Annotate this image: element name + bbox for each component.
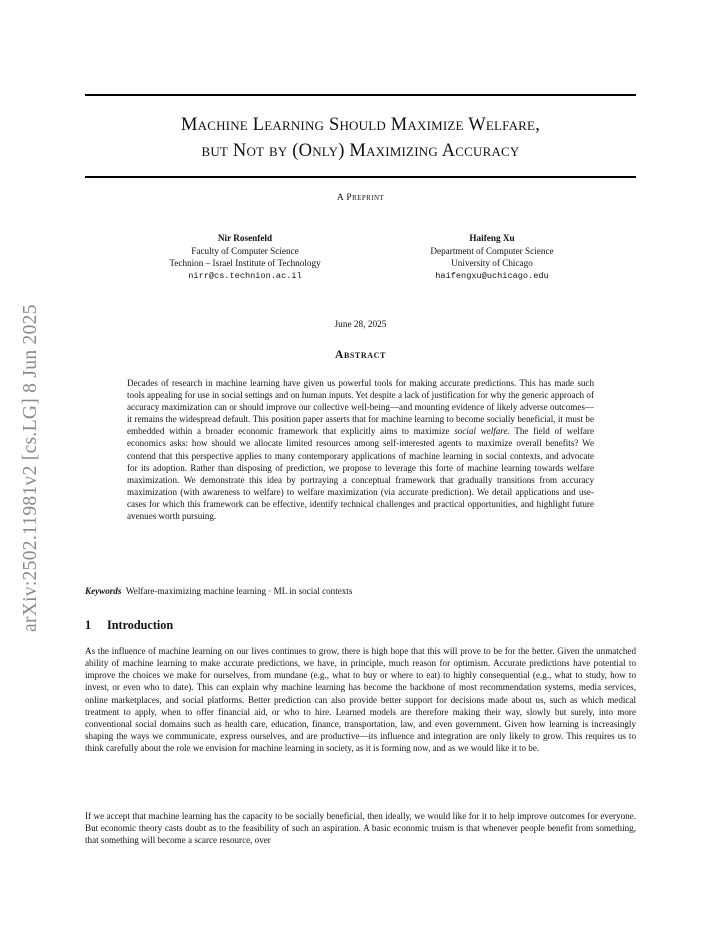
author-dept: Faculty of Computer Science [191, 245, 299, 256]
keywords-line [85, 586, 636, 596]
title-top-rule [85, 94, 636, 96]
body-paragraph: As the influence of machine learning on our lives continues to grow, there is high hope that this will prove to be for the better. Given the unmatched ability of machine learning to make accurate predictions, we have, in principle, much reason for optimism. Accurate predictions have potential to improve the choices we make for ourselves, from mundane (e.g., what to buy or where to eat) to highly consequential (e.g., what to study, how to invest, or even who to date). This can explain why machine learning has become the backbone of most recommendation systems, media services, online marketplaces, and social platforms. Better prediction can also provide better support for decisions made about us, such as which medical treatment to apply, when to offer financial aid, or who to hire. Learned models are therefore making their way, slowly but surely, into more conventional social domains such as health care, education, finance, transportation, law, and even government. Given how learning is increasingly shaping the ways we communicate, express ourselves, and are productive—its influence and integration are only likely to grow. This requires us to think carefully about the role we envision for machine learning in society, as it is forming now, and as we would like it to be. [85, 646, 636, 754]
author-email[interactable]: nirr@cs.technion.ac.il [188, 270, 302, 281]
author-name: Nir Rosenfeld [217, 233, 273, 243]
paper-date: June 28, 2025 [334, 320, 387, 330]
keywords-text: Welfare-maximizing machine learning · ML in social contexts [125, 586, 353, 596]
title-line-2: but Not by (Only) Maximizing Accuracy [201, 141, 520, 161]
abstract-emphasis: social welfare [454, 426, 508, 437]
title-bottom-rule [85, 176, 636, 178]
section-heading [85, 618, 173, 633]
abstract-text-part2: . The field of welfare economics asks: how should we allocate limited resources among self-interested agents to maximize overall benefits? We contend that this perspective applies to many contemporary applications of machine learning in social contexts, and advocate for its adoption. Rather than disposing of prediction, we propose to leverage this forte of machine learning towards welfare maximization. We demonstrate this idea by portraying a conceptual framework that gradually transitions from accuracy maximization (with awareness to welfare) to welfare maximization (via accurate prediction). We detail applications and use-cases for which this framework can be effective, identify technical challenges and practical opportunities, and highlight future avenues worth pursuing. [127, 426, 594, 522]
author-name: Haifeng Xu [469, 233, 515, 243]
keywords-label: Keywords [85, 586, 122, 596]
author-dept: Department of Computer Science [430, 245, 554, 256]
paper-title [85, 112, 636, 164]
abstract-text-part1: Decades of research in machine learning have given us powerful tools for making accurate predictions. This has made such tools appealing for use in social settings and on human inputs. Yet despite a lack of justification for why the generic approach of accuracy maximization can or should improve our collective well-being—and mounting evidence of likely adverse outcomes—it remains the widespread default. This position paper asserts that for machine learning to become socially beneficial, it must be embedded within a broader economic framework that explicitly aims to maximize [127, 378, 594, 437]
abstract-heading: Abstract [335, 349, 386, 361]
abstract-body [127, 377, 594, 522]
arxiv-side-stamp: arXiv:2502.11981v2 [cs.LG] 8 Jun 2025 [20, 304, 41, 632]
preprint-label: A Preprint [336, 193, 385, 203]
section-number: 1 [85, 618, 92, 632]
body-paragraph: If we accept that machine learning has the capacity to be socially beneficial, then ideally, we would like for it to help improve outcomes for everyone. But economic theory casts doubt as to the feasibility of such an aspiration. A basic economic truism is that whenever people benefit from something, that something will become a scarce resource, over [85, 811, 636, 846]
author-email[interactable]: haifengxu@uchicago.edu [435, 270, 549, 281]
author-institution: Technion – Israel Institute of Technology [169, 258, 321, 269]
author-block-1 [115, 232, 375, 282]
author-block-2 [362, 232, 622, 282]
section-title: Introduction [107, 618, 174, 632]
author-institution: University of Chicago [451, 258, 533, 269]
title-line-1: Machine Learning Should Maximize Welfare, [180, 115, 541, 135]
